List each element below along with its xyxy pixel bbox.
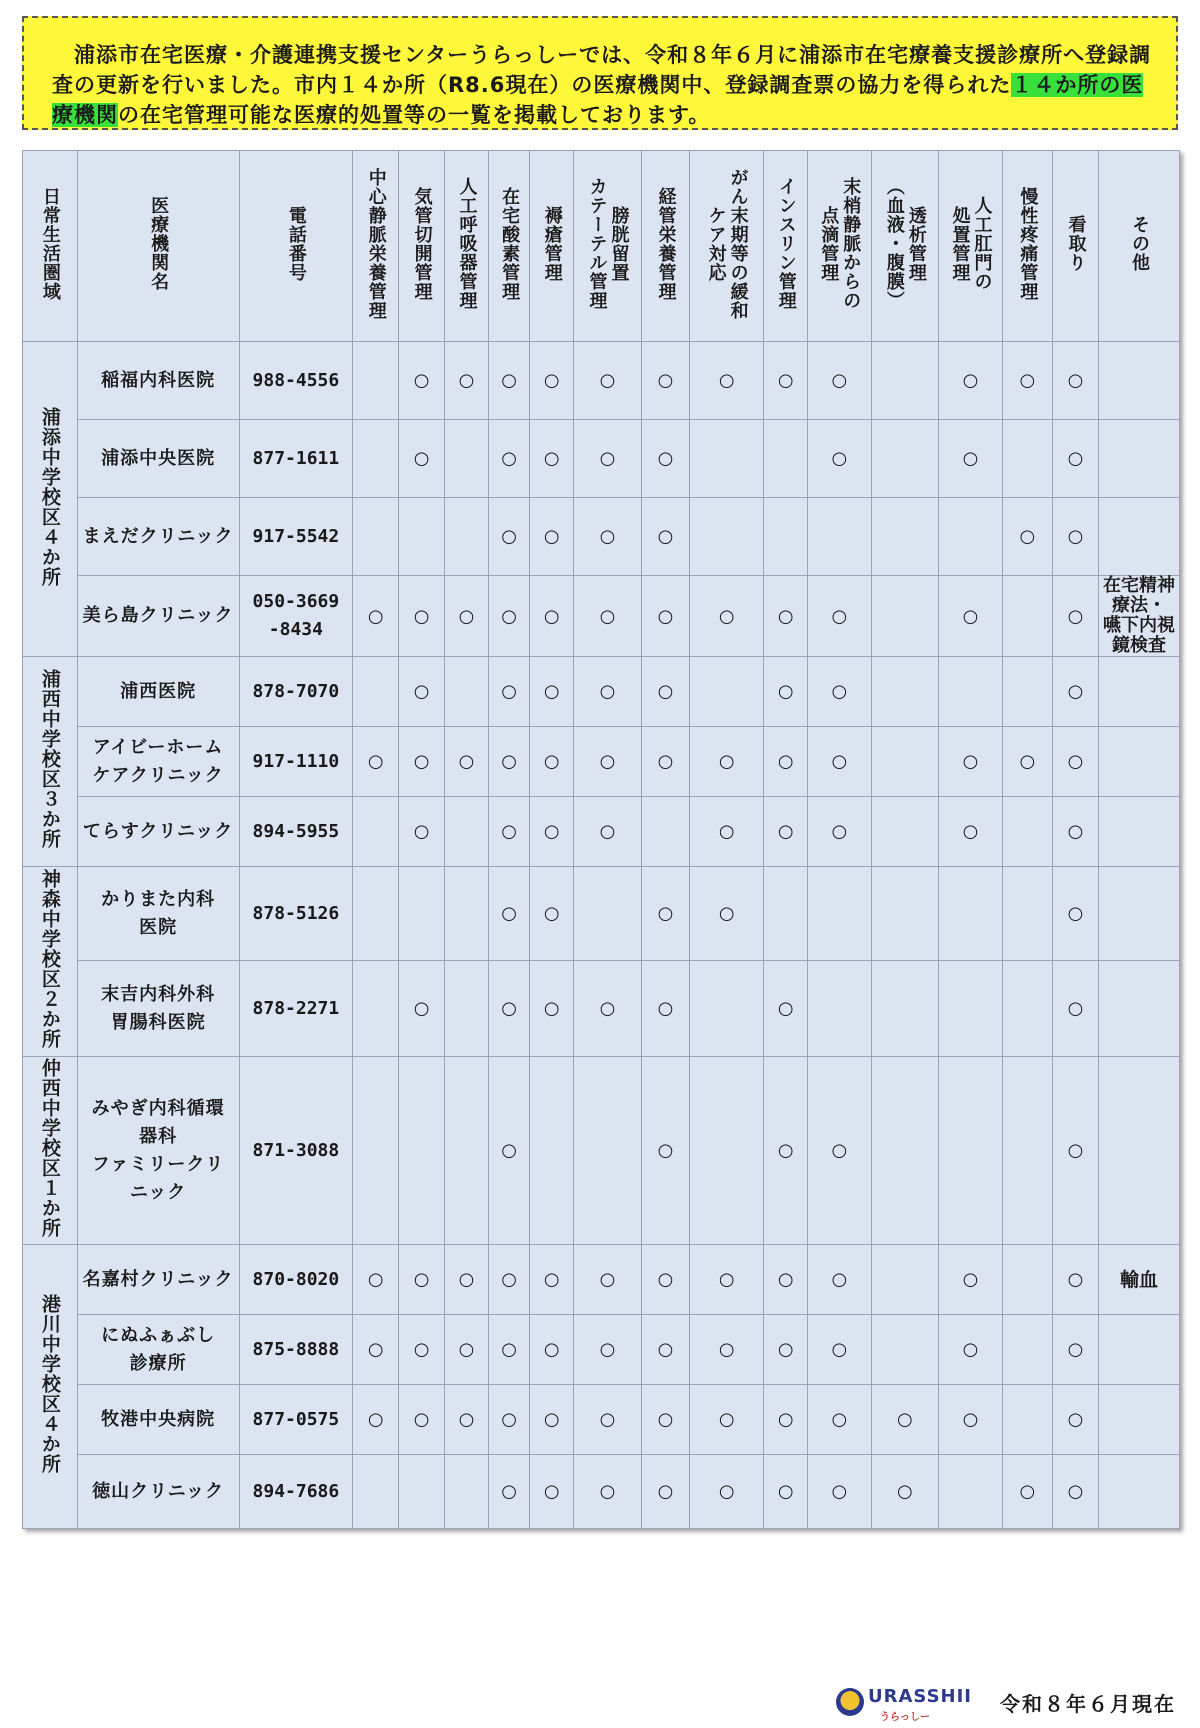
available-mark: ○ bbox=[1053, 420, 1099, 498]
header-treatment: 気管切開管理 bbox=[399, 151, 445, 342]
available-mark: ○ bbox=[764, 1315, 808, 1385]
available-mark: ○ bbox=[530, 1245, 574, 1315]
table-row bbox=[23, 657, 1180, 727]
header-treatment: 褥瘡管理 bbox=[530, 151, 574, 342]
empty-cell bbox=[871, 657, 939, 727]
available-mark: ○ bbox=[399, 797, 445, 867]
available-mark: ○ bbox=[574, 657, 642, 727]
available-mark: ○ bbox=[574, 1385, 642, 1455]
notice-text: 浦添市在宅医療・介護連携支援センターうらっしーでは、令和８年６月に浦添市在宅療養支援診療所へ登録調査の更新を行いました。市内１４か所（R8.6現在）の医療機関中、登録調査票の協力を得られた bbox=[52, 43, 1152, 97]
empty-cell bbox=[353, 1057, 399, 1245]
empty-cell bbox=[1002, 1057, 1052, 1245]
header-treatment: 在宅酸素管理 bbox=[488, 151, 530, 342]
available-mark: ○ bbox=[445, 342, 489, 420]
empty-cell bbox=[871, 867, 939, 961]
logo-icon bbox=[836, 1688, 864, 1716]
available-mark: ○ bbox=[641, 1385, 689, 1455]
available-mark: ○ bbox=[764, 1385, 808, 1455]
available-mark: ○ bbox=[530, 657, 574, 727]
available-mark: ○ bbox=[690, 727, 764, 797]
available-mark: ○ bbox=[764, 342, 808, 420]
empty-cell bbox=[399, 867, 445, 961]
empty-cell bbox=[1002, 1315, 1052, 1385]
available-mark: ○ bbox=[690, 576, 764, 657]
header-treatment: 人工肛門の 処置管理 bbox=[939, 151, 1002, 342]
other-note bbox=[1098, 1057, 1179, 1245]
available-mark: ○ bbox=[808, 576, 871, 657]
available-mark: ○ bbox=[530, 1455, 574, 1529]
table-row bbox=[23, 498, 1180, 576]
other-note bbox=[1098, 727, 1179, 797]
empty-cell bbox=[1002, 867, 1052, 961]
empty-cell bbox=[871, 498, 939, 576]
available-mark: ○ bbox=[690, 867, 764, 961]
available-mark: ○ bbox=[399, 420, 445, 498]
empty-cell bbox=[764, 420, 808, 498]
table-row bbox=[23, 1245, 1180, 1315]
available-mark: ○ bbox=[488, 420, 530, 498]
empty-cell bbox=[445, 961, 489, 1057]
empty-cell bbox=[808, 961, 871, 1057]
available-mark: ○ bbox=[1053, 797, 1099, 867]
empty-cell bbox=[939, 961, 1002, 1057]
available-mark: ○ bbox=[939, 1385, 1002, 1455]
available-mark: ○ bbox=[488, 961, 530, 1057]
available-mark: ○ bbox=[574, 961, 642, 1057]
table-row bbox=[23, 420, 1180, 498]
available-mark: ○ bbox=[1053, 1455, 1099, 1529]
available-mark: ○ bbox=[1002, 342, 1052, 420]
empty-cell bbox=[871, 797, 939, 867]
available-mark: ○ bbox=[399, 342, 445, 420]
area-cell: 浦添中学校区４か所 bbox=[23, 342, 78, 657]
available-mark: ○ bbox=[399, 657, 445, 727]
available-mark: ○ bbox=[1053, 867, 1099, 961]
available-mark: ○ bbox=[764, 576, 808, 657]
available-mark: ○ bbox=[641, 727, 689, 797]
available-mark: ○ bbox=[641, 1057, 689, 1245]
empty-cell bbox=[1002, 420, 1052, 498]
available-mark: ○ bbox=[808, 797, 871, 867]
facility-phone: 894-5955 bbox=[239, 797, 353, 867]
available-mark: ○ bbox=[808, 727, 871, 797]
facility-phone: 877-0575 bbox=[239, 1385, 353, 1455]
facility-table bbox=[22, 150, 1180, 1529]
empty-cell bbox=[445, 657, 489, 727]
facility-name: 末吉内科外科 胃腸科医院 bbox=[77, 961, 239, 1057]
empty-cell bbox=[871, 342, 939, 420]
empty-cell bbox=[690, 420, 764, 498]
table-row bbox=[23, 1057, 1180, 1245]
available-mark: ○ bbox=[1053, 727, 1099, 797]
available-mark: ○ bbox=[353, 1315, 399, 1385]
available-mark: ○ bbox=[641, 1315, 689, 1385]
table-row bbox=[23, 961, 1180, 1057]
available-mark: ○ bbox=[574, 1455, 642, 1529]
facility-name: 稲福内科医院 bbox=[77, 342, 239, 420]
available-mark: ○ bbox=[764, 797, 808, 867]
empty-cell bbox=[764, 498, 808, 576]
available-mark: ○ bbox=[574, 420, 642, 498]
notice-text-end: の在宅管理可能な医療的処置等の一覧を掲載しております。 bbox=[118, 103, 711, 127]
available-mark: ○ bbox=[530, 727, 574, 797]
available-mark: ○ bbox=[939, 576, 1002, 657]
empty-cell bbox=[530, 1057, 574, 1245]
other-note bbox=[1098, 1315, 1179, 1385]
table-row bbox=[23, 1455, 1180, 1529]
available-mark: ○ bbox=[939, 797, 1002, 867]
available-mark: ○ bbox=[641, 342, 689, 420]
empty-cell bbox=[353, 342, 399, 420]
empty-cell bbox=[399, 1455, 445, 1529]
notice-banner bbox=[22, 16, 1178, 130]
available-mark: ○ bbox=[399, 1315, 445, 1385]
available-mark: ○ bbox=[1053, 1245, 1099, 1315]
facility-name: かりまた内科 医院 bbox=[77, 867, 239, 961]
empty-cell bbox=[1002, 797, 1052, 867]
empty-cell bbox=[690, 498, 764, 576]
other-note bbox=[1098, 657, 1179, 727]
area-cell: 仲西中学校区１か所 bbox=[23, 1057, 78, 1245]
empty-cell bbox=[574, 867, 642, 961]
area-cell: 神森中学校区２か所 bbox=[23, 867, 78, 1057]
header-tel: 電話番号 bbox=[239, 151, 353, 342]
empty-cell bbox=[353, 1455, 399, 1529]
available-mark: ○ bbox=[488, 1315, 530, 1385]
table-row bbox=[23, 727, 1180, 797]
available-mark: ○ bbox=[530, 420, 574, 498]
urasshii-logo bbox=[836, 1686, 972, 1723]
empty-cell bbox=[445, 1057, 489, 1245]
header-name: 医療機関名 bbox=[77, 151, 239, 342]
available-mark: ○ bbox=[808, 1455, 871, 1529]
available-mark: ○ bbox=[399, 727, 445, 797]
available-mark: ○ bbox=[530, 797, 574, 867]
available-mark: ○ bbox=[488, 657, 530, 727]
available-mark: ○ bbox=[764, 1245, 808, 1315]
available-mark: ○ bbox=[764, 961, 808, 1057]
table-header-row bbox=[23, 151, 1180, 342]
available-mark: ○ bbox=[445, 1315, 489, 1385]
empty-cell bbox=[353, 797, 399, 867]
available-mark: ○ bbox=[641, 576, 689, 657]
available-mark: ○ bbox=[530, 576, 574, 657]
empty-cell bbox=[690, 961, 764, 1057]
header-other: その他 bbox=[1098, 151, 1179, 342]
available-mark: ○ bbox=[399, 576, 445, 657]
empty-cell bbox=[1002, 576, 1052, 657]
available-mark: ○ bbox=[808, 342, 871, 420]
empty-cell bbox=[445, 1455, 489, 1529]
available-mark: ○ bbox=[808, 1315, 871, 1385]
facility-phone: 875-8888 bbox=[239, 1315, 353, 1385]
available-mark: ○ bbox=[690, 797, 764, 867]
header-treatment: 透析管理 （血液・腹膜） bbox=[871, 151, 939, 342]
facility-phone: 878-2271 bbox=[239, 961, 353, 1057]
available-mark: ○ bbox=[690, 1385, 764, 1455]
other-note bbox=[1098, 1455, 1179, 1529]
empty-cell bbox=[939, 867, 1002, 961]
available-mark: ○ bbox=[488, 1057, 530, 1245]
empty-cell bbox=[641, 797, 689, 867]
header-treatment: 中心静脈栄養管理 bbox=[353, 151, 399, 342]
available-mark: ○ bbox=[764, 727, 808, 797]
facility-name: 徳山クリニック bbox=[77, 1455, 239, 1529]
available-mark: ○ bbox=[488, 1455, 530, 1529]
empty-cell bbox=[574, 1057, 642, 1245]
available-mark: ○ bbox=[1053, 1057, 1099, 1245]
available-mark: ○ bbox=[764, 657, 808, 727]
available-mark: ○ bbox=[574, 797, 642, 867]
header-treatment: 末梢静脈からの 点滴管理 bbox=[808, 151, 871, 342]
facility-name: にぬふぁぶし 診療所 bbox=[77, 1315, 239, 1385]
available-mark: ○ bbox=[530, 867, 574, 961]
available-mark: ○ bbox=[488, 498, 530, 576]
empty-cell bbox=[399, 1057, 445, 1245]
logo-text: URASSHII bbox=[868, 1686, 972, 1707]
empty-cell bbox=[1002, 1245, 1052, 1315]
available-mark: ○ bbox=[1053, 498, 1099, 576]
facility-name: みやぎ内科循環 器科 ファミリークリ ニック bbox=[77, 1057, 239, 1245]
table-row bbox=[23, 342, 1180, 420]
logo-subtext: うらっしー bbox=[880, 1712, 930, 1723]
available-mark: ○ bbox=[574, 576, 642, 657]
header-treatment: 膀胱留置 カテーテル管理 bbox=[574, 151, 642, 342]
available-mark: ○ bbox=[1053, 1385, 1099, 1455]
available-mark: ○ bbox=[488, 727, 530, 797]
available-mark: ○ bbox=[871, 1455, 939, 1529]
other-note bbox=[1098, 867, 1179, 961]
available-mark: ○ bbox=[353, 1245, 399, 1315]
header-treatment: インスリン管理 bbox=[764, 151, 808, 342]
available-mark: ○ bbox=[939, 1245, 1002, 1315]
empty-cell bbox=[871, 727, 939, 797]
header-treatment: がん末期等の緩和 ケア対応 bbox=[690, 151, 764, 342]
available-mark: ○ bbox=[939, 727, 1002, 797]
empty-cell bbox=[353, 961, 399, 1057]
available-mark: ○ bbox=[399, 961, 445, 1057]
available-mark: ○ bbox=[1053, 1315, 1099, 1385]
available-mark: ○ bbox=[488, 576, 530, 657]
facility-phone: 917-5542 bbox=[239, 498, 353, 576]
other-note: 在宅精神 療法・ 嚥下内視 鏡検査 bbox=[1098, 576, 1179, 657]
header-treatment: 経管栄養管理 bbox=[641, 151, 689, 342]
available-mark: ○ bbox=[574, 342, 642, 420]
available-mark: ○ bbox=[445, 727, 489, 797]
available-mark: ○ bbox=[574, 1245, 642, 1315]
available-mark: ○ bbox=[399, 1245, 445, 1315]
facility-phone: 878-5126 bbox=[239, 867, 353, 961]
available-mark: ○ bbox=[353, 1385, 399, 1455]
table-row bbox=[23, 1315, 1180, 1385]
available-mark: ○ bbox=[530, 1315, 574, 1385]
facility-name: アイビーホーム ケアクリニック bbox=[77, 727, 239, 797]
empty-cell bbox=[808, 867, 871, 961]
other-note bbox=[1098, 1385, 1179, 1455]
facility-phone: 917-1110 bbox=[239, 727, 353, 797]
available-mark: ○ bbox=[574, 498, 642, 576]
available-mark: ○ bbox=[641, 961, 689, 1057]
available-mark: ○ bbox=[1002, 727, 1052, 797]
empty-cell bbox=[445, 420, 489, 498]
empty-cell bbox=[939, 1455, 1002, 1529]
facility-phone: 894-7686 bbox=[239, 1455, 353, 1529]
available-mark: ○ bbox=[641, 498, 689, 576]
available-mark: ○ bbox=[1053, 961, 1099, 1057]
available-mark: ○ bbox=[641, 1455, 689, 1529]
available-mark: ○ bbox=[488, 867, 530, 961]
available-mark: ○ bbox=[399, 1385, 445, 1455]
available-mark: ○ bbox=[641, 1245, 689, 1315]
header-treatment: 人工呼吸器管理 bbox=[445, 151, 489, 342]
empty-cell bbox=[1002, 1385, 1052, 1455]
facility-phone: 988-4556 bbox=[239, 342, 353, 420]
available-mark: ○ bbox=[808, 1245, 871, 1315]
available-mark: ○ bbox=[1002, 1455, 1052, 1529]
area-cell: 浦西中学校区３か所 bbox=[23, 657, 78, 867]
available-mark: ○ bbox=[808, 1057, 871, 1245]
table-row bbox=[23, 867, 1180, 961]
facility-name: 牧港中央病院 bbox=[77, 1385, 239, 1455]
empty-cell bbox=[353, 498, 399, 576]
available-mark: ○ bbox=[641, 657, 689, 727]
available-mark: ○ bbox=[1053, 657, 1099, 727]
available-mark: ○ bbox=[574, 1315, 642, 1385]
available-mark: ○ bbox=[530, 342, 574, 420]
other-note bbox=[1098, 498, 1179, 576]
empty-cell bbox=[353, 867, 399, 961]
facility-name: 美ら島クリニック bbox=[77, 576, 239, 657]
available-mark: ○ bbox=[488, 342, 530, 420]
other-note bbox=[1098, 342, 1179, 420]
empty-cell bbox=[871, 576, 939, 657]
available-mark: ○ bbox=[353, 576, 399, 657]
empty-cell bbox=[871, 1245, 939, 1315]
footer-date: 令和８年６月現在 bbox=[1000, 1692, 1176, 1716]
available-mark: ○ bbox=[690, 1245, 764, 1315]
available-mark: ○ bbox=[530, 961, 574, 1057]
available-mark: ○ bbox=[764, 1455, 808, 1529]
other-note bbox=[1098, 797, 1179, 867]
empty-cell bbox=[1002, 657, 1052, 727]
available-mark: ○ bbox=[808, 657, 871, 727]
available-mark: ○ bbox=[641, 867, 689, 961]
empty-cell bbox=[764, 867, 808, 961]
available-mark: ○ bbox=[871, 1385, 939, 1455]
facility-phone: 871-3088 bbox=[239, 1057, 353, 1245]
other-note bbox=[1098, 961, 1179, 1057]
empty-cell bbox=[871, 1315, 939, 1385]
facility-phone: 870-8020 bbox=[239, 1245, 353, 1315]
available-mark: ○ bbox=[488, 1245, 530, 1315]
facility-phone: 877-1611 bbox=[239, 420, 353, 498]
available-mark: ○ bbox=[939, 1315, 1002, 1385]
empty-cell bbox=[353, 420, 399, 498]
facility-name: てらすクリニック bbox=[77, 797, 239, 867]
facility-name: 名嘉村クリニック bbox=[77, 1245, 239, 1315]
available-mark: ○ bbox=[690, 342, 764, 420]
header-treatment: 慢性疼痛管理 bbox=[1002, 151, 1052, 342]
available-mark: ○ bbox=[939, 342, 1002, 420]
empty-cell bbox=[939, 657, 1002, 727]
available-mark: ○ bbox=[764, 1057, 808, 1245]
facility-phone: 878-7070 bbox=[239, 657, 353, 727]
empty-cell bbox=[871, 1057, 939, 1245]
empty-cell bbox=[808, 498, 871, 576]
table-row bbox=[23, 1385, 1180, 1455]
available-mark: ○ bbox=[445, 1245, 489, 1315]
available-mark: ○ bbox=[530, 1385, 574, 1455]
facility-name: 浦西医院 bbox=[77, 657, 239, 727]
header-area: 日常生活圏域 bbox=[23, 151, 78, 342]
facility-phone: 050-3669 -8434 bbox=[239, 576, 353, 657]
empty-cell bbox=[1002, 961, 1052, 1057]
empty-cell bbox=[399, 498, 445, 576]
empty-cell bbox=[445, 797, 489, 867]
table-row bbox=[23, 576, 1180, 657]
empty-cell bbox=[871, 420, 939, 498]
empty-cell bbox=[690, 657, 764, 727]
other-note bbox=[1098, 420, 1179, 498]
empty-cell bbox=[939, 1057, 1002, 1245]
facility-name: 浦添中央医院 bbox=[77, 420, 239, 498]
header-treatment: 看取り bbox=[1053, 151, 1099, 342]
available-mark: ○ bbox=[690, 1315, 764, 1385]
available-mark: ○ bbox=[488, 797, 530, 867]
empty-cell bbox=[939, 498, 1002, 576]
available-mark: ○ bbox=[530, 498, 574, 576]
area-cell: 港川中学校区４か所 bbox=[23, 1245, 78, 1529]
facility-name: まえだクリニック bbox=[77, 498, 239, 576]
empty-cell bbox=[871, 961, 939, 1057]
available-mark: ○ bbox=[353, 727, 399, 797]
empty-cell bbox=[445, 498, 489, 576]
available-mark: ○ bbox=[445, 1385, 489, 1455]
available-mark: ○ bbox=[488, 1385, 530, 1455]
available-mark: ○ bbox=[1053, 342, 1099, 420]
available-mark: ○ bbox=[939, 420, 1002, 498]
empty-cell bbox=[690, 1057, 764, 1245]
available-mark: ○ bbox=[641, 420, 689, 498]
available-mark: ○ bbox=[1053, 576, 1099, 657]
empty-cell bbox=[445, 867, 489, 961]
available-mark: ○ bbox=[445, 576, 489, 657]
available-mark: ○ bbox=[808, 1385, 871, 1455]
table-row bbox=[23, 797, 1180, 867]
notice-highlight: １４か所の医療機関 bbox=[52, 73, 1144, 127]
available-mark: ○ bbox=[808, 420, 871, 498]
available-mark: ○ bbox=[1002, 498, 1052, 576]
available-mark: ○ bbox=[574, 727, 642, 797]
other-note: 輸血 bbox=[1098, 1245, 1179, 1315]
available-mark: ○ bbox=[690, 1455, 764, 1529]
empty-cell bbox=[353, 657, 399, 727]
